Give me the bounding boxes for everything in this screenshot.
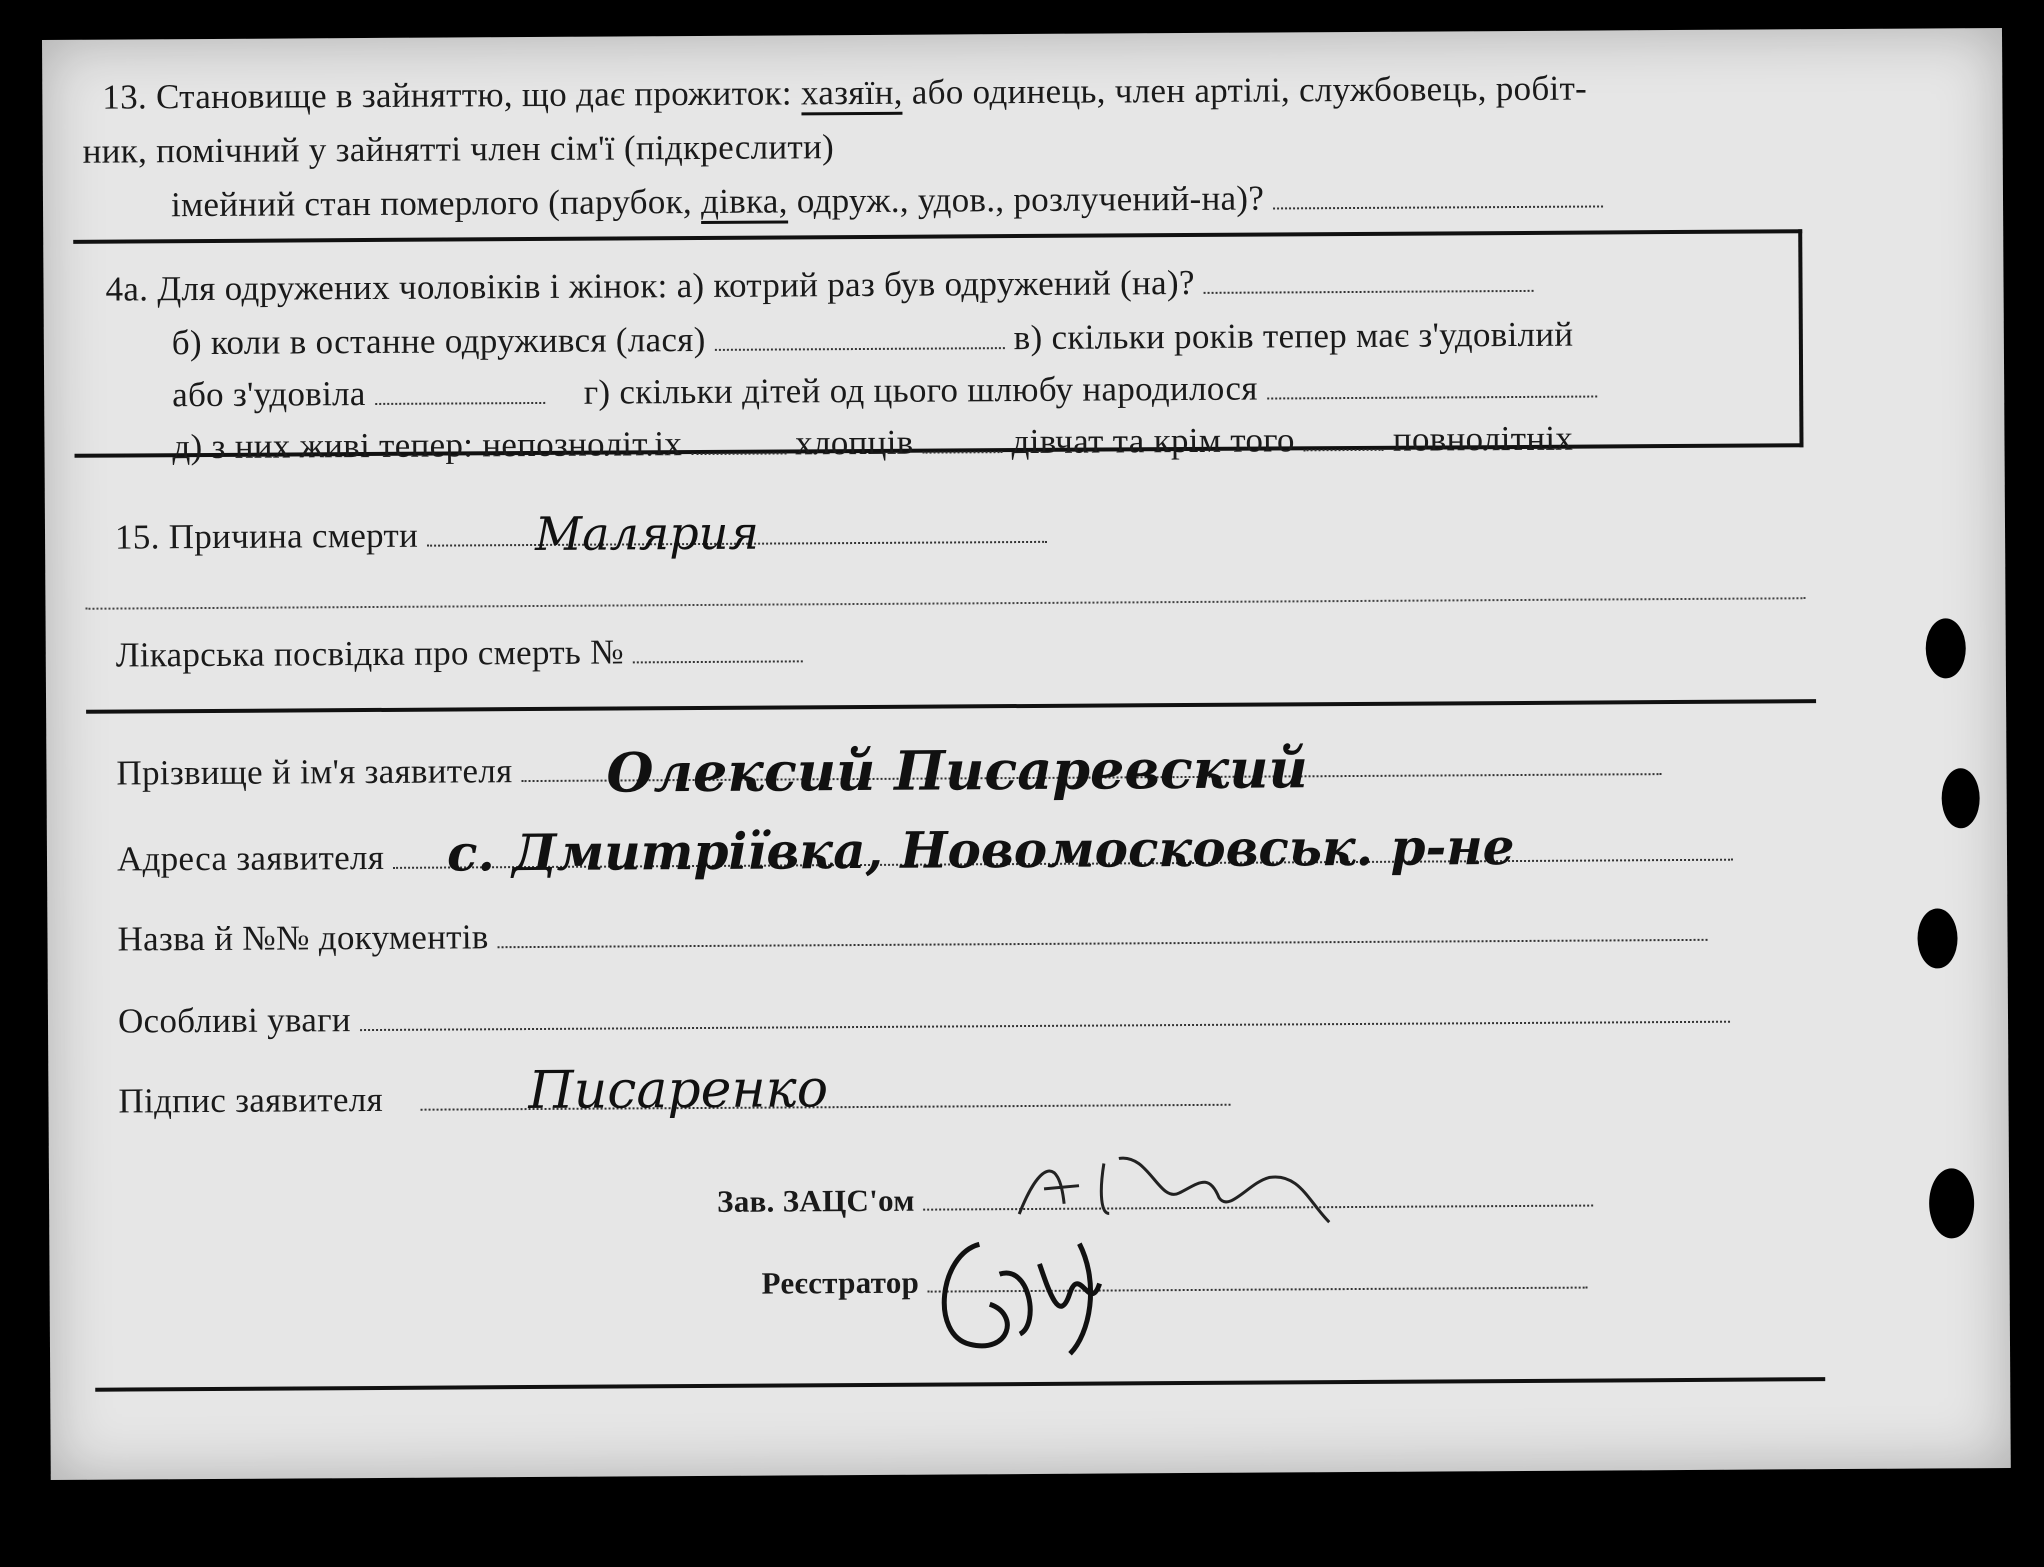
q13-options: або одинець, член артілі, службовець, робіт- xyxy=(911,68,1588,112)
q14a-field-b xyxy=(715,321,1005,351)
torn-hole xyxy=(1929,1168,1974,1238)
q14a-field-adult xyxy=(1304,423,1384,451)
bottom-rule xyxy=(95,1377,1825,1392)
q14-dotted-field xyxy=(1273,179,1603,209)
registrar-signature xyxy=(929,1223,1150,1369)
signature-label: Підпис заявителя xyxy=(118,1079,384,1121)
q13-selected-option: хазяїн, xyxy=(801,73,903,116)
documents-label: Назва й №№ документів xyxy=(117,917,489,959)
applicant-address-label: Адреса заявителя xyxy=(116,837,385,879)
q14a-girls-label: дівчат та крім того xyxy=(1011,420,1295,462)
notes-field xyxy=(360,995,1730,1031)
q14a-boys-label: хлопців xyxy=(795,422,914,463)
q15-label: 15. Причина смерти xyxy=(114,515,419,557)
q14a-question-v: в) скільки років тепер має з'удовілий xyxy=(1013,314,1574,358)
q14a-question-d: д) з них живі тепер: непозноліт.іх xyxy=(172,424,683,467)
applicant-address-handwriting: с. Дмитріївка, Новомосковськ. р-не xyxy=(446,817,1515,883)
q15-extra-line xyxy=(85,595,1805,610)
q14a-field-v xyxy=(375,376,545,405)
q13-line-1 xyxy=(102,69,1587,118)
applicant-name-label: Прізвище й ім'я заявителя xyxy=(116,751,513,793)
notes-label: Особливі уваги xyxy=(117,1000,351,1041)
q14a-line-4 xyxy=(172,419,1573,468)
head-label: Зав. ЗАЦС'ом xyxy=(717,1182,915,1219)
q14-options: одруж., удов., розлучений-на)? xyxy=(796,178,1265,221)
torn-hole xyxy=(1941,768,1979,828)
torn-hole xyxy=(1926,618,1966,678)
q14-label: імейний стан померлого (парубок, xyxy=(170,182,693,225)
documents-line xyxy=(117,910,1707,960)
applicant-signature-handwriting: Писаренко xyxy=(528,1059,829,1122)
torn-hole xyxy=(1917,908,1957,968)
q14a-question-b: б) коли в останне одружився (лася) xyxy=(171,319,706,363)
cause-of-death-handwriting: Малярия xyxy=(534,505,760,561)
section-divider xyxy=(86,699,1816,714)
q14a-field-a xyxy=(1204,264,1534,294)
q14a-field-boys xyxy=(922,425,1002,453)
certificate-label: Лікарська посвідка про смерть № xyxy=(115,632,624,675)
q14-line xyxy=(171,176,1603,225)
q14a-line-2 xyxy=(172,315,1574,364)
certificate-line xyxy=(116,631,803,675)
certificate-field xyxy=(633,634,803,663)
registrar-line xyxy=(762,1261,1588,1302)
q14a-adult-label: повнолітніх xyxy=(1392,418,1574,459)
q13-label: 13. Становище в зайняттю, що дає прожиток: xyxy=(102,73,793,117)
registrar-label: Реєстратор xyxy=(761,1264,920,1301)
q14a-question-g: г) скільки дітей од цього шлюбу народилося xyxy=(583,368,1258,412)
notes-line xyxy=(118,992,1730,1042)
q13-line-2: ник, помічний у зайнятті член сім'ї (підкреслити) xyxy=(82,127,835,171)
q14a-field-g xyxy=(1267,370,1597,400)
q14a-question-v-cont: або з'удовіла xyxy=(172,374,366,415)
q14-selected-option: дівка, xyxy=(701,181,788,224)
applicant-name-handwriting: Олексий Писаревский xyxy=(606,736,1309,805)
record-form-sheet xyxy=(42,28,2011,1480)
documents-field xyxy=(498,913,1708,948)
q14a-field-minor xyxy=(691,426,786,455)
q14a-question-a: 4a. Для одружених чоловіків і жінок: а) котрий раз був одружений (на)? xyxy=(105,262,1195,309)
